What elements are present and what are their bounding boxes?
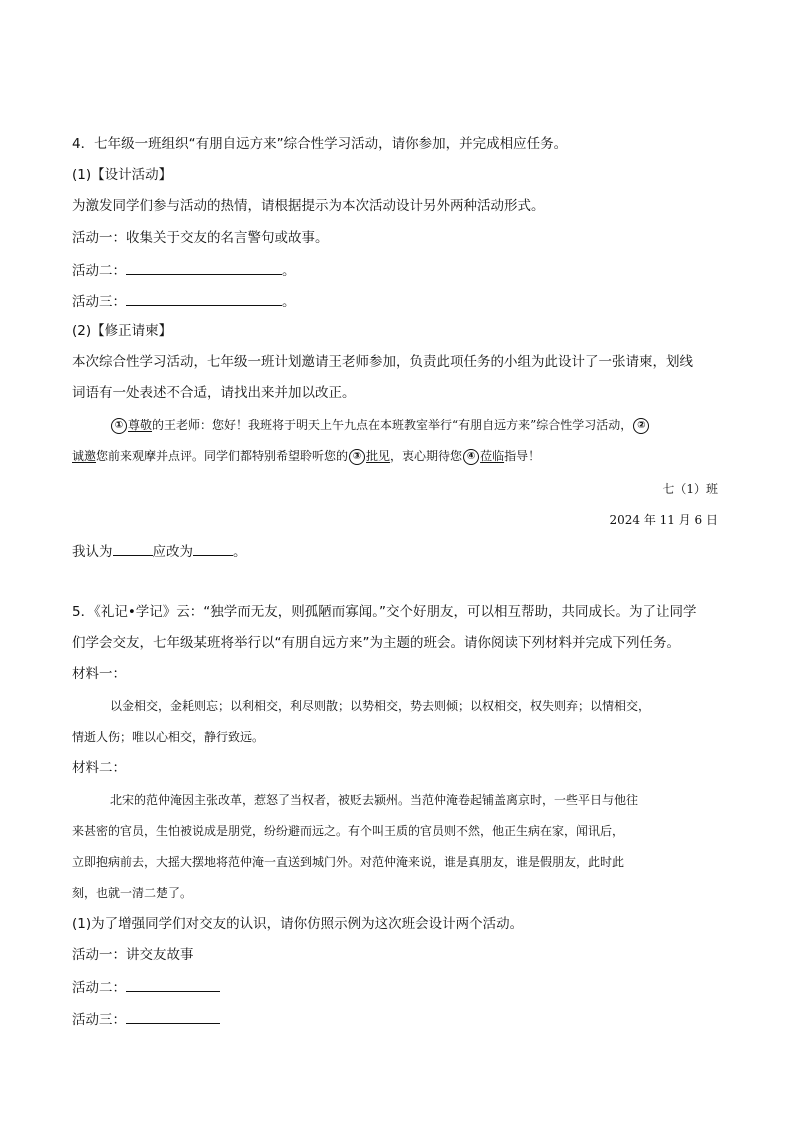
answer-blank-1[interactable] xyxy=(113,541,153,556)
marker-3: ③ xyxy=(349,449,365,465)
marker-1: ① xyxy=(111,418,127,434)
q4-activity-3-label: 活动三： xyxy=(72,294,126,310)
material-1-line1: 以金相交，金耗则忘；以利相交，利尽则散；以势相交，势去则倾；以权相交，权失则弃；以情相交， xyxy=(110,699,651,713)
invitation-text-3: ，衷心期待您 xyxy=(390,449,463,463)
q5-part1-prompt: (1)为了增强同学们对交友的认识，请你仿照示例为这次班会设计两个活动。 xyxy=(72,916,524,932)
q4-activity-1: 活动一：收集关于交友的名言警句或故事。 xyxy=(72,230,329,246)
invitation-signature: 七（1）班 xyxy=(662,482,718,496)
end-mark: 。 xyxy=(282,263,296,279)
q5-activity-2-label: 活动二： xyxy=(72,980,126,996)
marker-2: ② xyxy=(633,418,649,434)
invitation-text-4: 指导！ xyxy=(504,449,541,463)
underlined-word-1: 尊敬 xyxy=(128,418,153,432)
q4-part1-header: (1)【设计活动】 xyxy=(72,167,173,183)
material-1-line2: 情逝人伤；唯以心相交，静行致远。 xyxy=(72,730,265,744)
invitation-line1 xyxy=(110,416,650,434)
invitation-text-1: 的王老师：您好！我班将于明天上午九点在本班教室举行“有朋自远方来”综合性学习活动， xyxy=(152,418,633,432)
material-2-line2: 来甚密的官员，生怕被说成是朋党，纷纷避而远之。有个叫王质的官员则不然，他正生病在家，闻讯后， xyxy=(72,824,625,838)
q4-part2-header: (2)【修正请柬】 xyxy=(72,323,173,339)
q5-activity-1: 活动一：讲交友故事 xyxy=(72,947,194,963)
q4-activity-2-label: 活动二： xyxy=(72,263,126,279)
q5-activity-3-label: 活动三： xyxy=(72,1012,126,1028)
q5-activity-2-blank[interactable] xyxy=(126,977,220,992)
question-5-intro-line2: 们学会交友，七年级某班将举行以“有朋自远方来”为主题的班会。请你阅读下列材料并完成下列任务。 xyxy=(72,635,680,651)
end-mark: 。 xyxy=(282,294,296,310)
material-1-label: 材料一： xyxy=(72,666,126,682)
question-5-intro-line1: 5．《礼记•学记》云：“独学而无友，则孤陋而寡闻。”交个好朋友，可以相互帮助，共同成长。为了让同学 xyxy=(72,604,697,620)
material-2-line3: 立即抱病前去，大摇大摆地将范仲淹一直送到城门外。对范仲淹来说，谁是真朋友，谁是假朋友，此时此 xyxy=(72,855,625,869)
underlined-word-3: 批见 xyxy=(366,449,391,463)
q4-activity-2 xyxy=(72,260,296,280)
invitation-date: 2024 年 11 月 6 日 xyxy=(609,513,718,527)
answer-blank-2[interactable] xyxy=(193,541,233,556)
invitation-text-2: 您前来观摩并点评。同学们都特别希望聆听您的 xyxy=(96,449,349,463)
underlined-word-4: 莅临 xyxy=(480,449,505,463)
q4-part2-prompt-line1: 本次综合性学习活动，七年级一班计划邀请王老师参加，负责此项任务的小组为此设计了一张请柬，划线 xyxy=(72,354,693,370)
answer-end: 。 xyxy=(233,544,247,560)
q5-activity-2 xyxy=(72,977,220,997)
q4-part1-prompt: 为激发同学们参与活动的热情，请根据提示为本次活动设计另外两种活动形式。 xyxy=(72,198,545,214)
underlined-word-2: 诚邀 xyxy=(72,449,97,463)
q4-answer-line xyxy=(72,541,247,561)
invitation-line2 xyxy=(72,447,540,465)
question-4-title: 4．七年级一班组织“有朋自远方来”综合性学习活动，请你参加，并完成相应任务。 xyxy=(72,136,568,152)
answer-prefix: 我认为 xyxy=(72,544,113,560)
q4-activity-2-blank[interactable] xyxy=(126,260,282,275)
material-2-label: 材料二： xyxy=(72,760,126,776)
material-2-line1: 北宋的范仲淹因主张改革，惹怒了当权者，被贬去颍州。当范仲淹卷起铺盖离京时，一些平日与他往 xyxy=(110,793,639,807)
q4-activity-3 xyxy=(72,291,296,311)
q5-activity-3-blank[interactable] xyxy=(126,1009,220,1024)
q4-activity-3-blank[interactable] xyxy=(126,291,282,306)
q4-part2-prompt-line2: 词语有一处表述不合适，请找出来并加以改正。 xyxy=(72,385,356,401)
answer-middle: 应改为 xyxy=(152,544,193,560)
q5-activity-3 xyxy=(72,1009,220,1029)
marker-4: ④ xyxy=(463,449,479,465)
material-2-line4: 刻，也就一清二楚了。 xyxy=(72,886,193,900)
